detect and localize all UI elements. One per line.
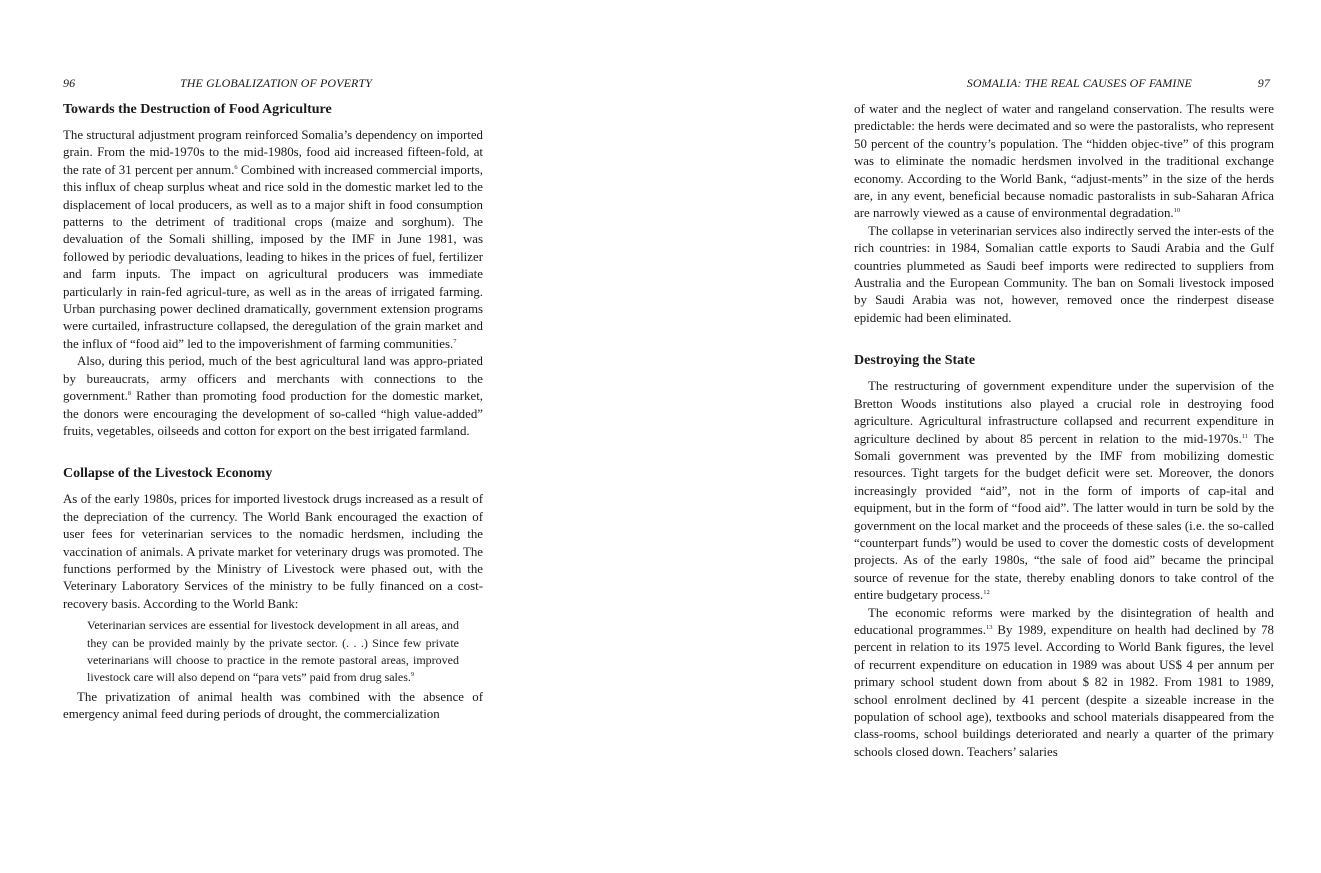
paragraph-text: Also, during this period, much of the best agricultural land was appro-priated by bureaucrats, army officers and merchants with connections to the government. [63,354,483,404]
footnote-ref: 6 [234,163,238,171]
paragraph: The collapse in veterinarian services also indirectly served the inter-ests of the rich countries: in 1984, Somalian cattle exports to Saudi Arabia and the Gulf countries plummeted as Saudi beef imports were redirected to suppliers from Australia and the European Community. The ban on Somali livestock imposed by Saudi Arabia was not, however, removed once the rinderpest disease epidemic had been eliminated. [854,223,1274,325]
quote-text: Veterinarian services are essential for livestock development in all areas, and they can be provided mainly by the private sector. (. . .) Since few private veterinarians will choose to practice in the remote pastoral areas, improved livestock care will also depend on “para vets” paid from drug sales. [87,618,459,685]
footnote-ref: 10 [1173,207,1181,215]
left-page-body [63,101,483,724]
paragraph-text: The structural adjustment program reinforced Somalia’s dependency on imported grain. From the mid-1970s to the mid-1980s, food aid increased fifteen-fold, at the rate of 31 percent per annum. [63,128,483,177]
paragraph [854,378,1274,604]
footnote-ref: 8 [127,390,132,398]
footnote-ref: 11 [1241,432,1248,440]
paragraph-text: The Somali government was prevented by the IMF from mobilizing domestic resources. Tight targets for the budget deficit were set. Moreover, the donors increasingly provided “aid”, not in the form of imports of cap-ital and equipment, but in the form of “food aid”. The latter would in turn be sold by the government on the local market and the proceeds of these sales (i.e. the so-called “counterpart funds”) would be used to cover the domestic costs of development projects. As of the early 1980s, “the sale of food aid” became the principal source of revenue for the state, thereby enabling donors to take control of the entire budgetary process. [854,431,1275,603]
right-page-body [854,101,1274,761]
right-running-title: SOMALIA: THE REAL CAUSES OF FAMINE [966,76,1192,90]
left-page-number: 96 [63,76,76,90]
paragraph [854,101,1274,223]
paragraph [63,127,483,353]
paragraph-text: The restructuring of government expenditure under the supervision of the Bretton Woods institutions also played a crucial role in destroying food agriculture. Agricultural infrastructure collapsed and recurrent expenditure in agriculture declined by about 85 percent in relation to the mid-1970s. [854,379,1274,446]
footnote-ref: 12 [983,589,990,597]
footnote-ref: 13 [985,623,993,631]
paragraph-text: Rather than promoting food production for the domestic market, the donors were encouraging the development of so-called “high value-added” fruits, vegetables, oilseeds and cotton for export on the best irrigated farmland. [63,389,483,438]
paragraph-text: of water and the neglect of water and rangeland conservation. The results were predictable: the herds were decimated and so were the pastoralists, who represent 50 percent of the country’s population. The “hidden objec-tive” of this program was to eliminate the nomadic herdsmen involved in the traditional exchange economy. According to the World Bank, “adjust-ments” in the size of the herds are, in any event, beneficial because nomadic pastoralists in sub-Saharan Africa are narrowly viewed as a cause of environmental degradation. [854,102,1274,221]
paragraph [63,353,483,440]
block-quote [87,617,459,687]
left-running-title: THE GLOBALIZATION OF POVERTY [180,76,373,90]
paragraph [854,605,1274,762]
paragraph-text: Combined with increased commercial imports, this influx of cheap surplus wheat and rice sold in the domestic market led to the displacement of local producers, as well as to a major shift in food consumption patterns to the detriment of traditional crops (maize and sorghum). The devaluation of the Somali shilling, imposed by the IMF in June 1981, was followed by periodic devaluations, leading to hikes in the prices of fuel, fertilizer and farm inputs. The impact on agricultural producers was immediate particularly in rain-fed agricul-ture, as well as in the areas of irrigated farming. Urban purchasing power declined dramatically, government extension programs were curtailed, infrastructure collapsed, the deregulation of the grain market and the influx of “food aid” led to the impoverishment of farming communities. [63,162,483,351]
right-page-number: 97 [1257,76,1270,90]
footnote-ref: 9 [410,671,415,679]
paragraph: The privatization of animal health was combined with the absence of emergency animal feed during periods of drought, the commercialization [63,689,483,722]
section-heading-destroying-state: Destroying the State [854,353,976,369]
paragraph: As of the early 1980s, prices for imported livestock drugs increased as a result of the depreciation of the currency. The World Bank encouraged the exaction of user fees for veterinarian services to the nomadic herdsmen, including the vaccination of animals. A private market for veterinary drugs was promoted. The functions performed by the Ministry of Livestock were phased out, with the Veterinary Laboratory Services of the ministry to be fully financed on a cost-recovery basis. According to the World Bank: [63,492,483,611]
footnote-ref: 7 [453,337,457,345]
paragraph-text: The economic reforms were marked by the disintegration of health and educational programmes. [854,605,1274,637]
paragraph-text: By 1989, expenditure on health had declined by 78 percent in relation to its 1975 level. According to World Bank figures, the level of recurrent expenditure on education in 1989 was about US$ 4 per annum per primary school student down from about $ 82 in 1982. From 1981 to 1989, school enrolment declined by 41 percent (despite a sizeable increase in the population of school age), textbooks and school materials disappeared from the class-rooms, school buildings deteriorated and nearly a quarter of the primary schools closed down. Teachers’ salaries [854,622,1274,759]
section-heading-livestock-economy: Collapse of the Livestock Economy [63,466,273,482]
section-heading-food-agriculture: Towards the Destruction of Food Agriculture [63,102,332,117]
